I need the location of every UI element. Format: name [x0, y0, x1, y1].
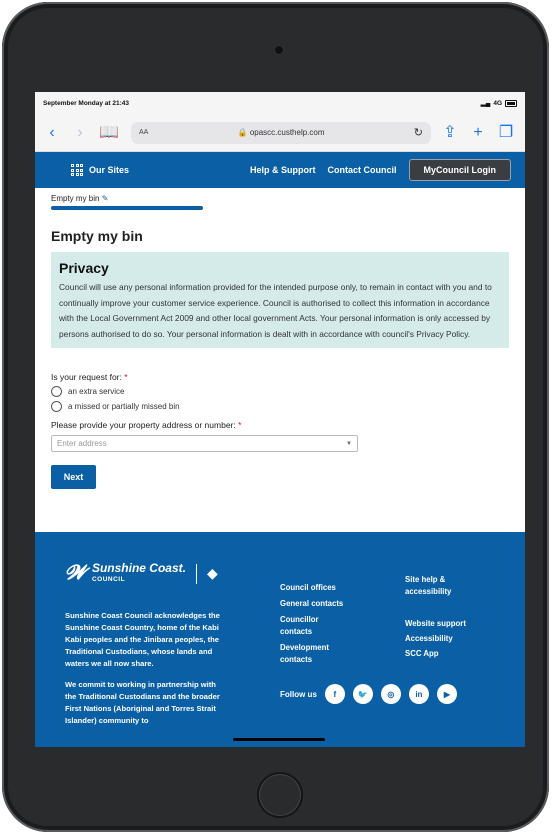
breadcrumb-underline — [51, 206, 203, 210]
screen — [35, 92, 525, 747]
privacy-body: Council will use any personal information provided for the intended purpose only, to remain in contact with you and to continually improve your customer service experience. Council is authorised to collect this information in accordance with the Local Government Act 2009 and other local government Acts. Your personal information is only accessed by persons authorised to do so. Your personal information is dealt with in accordance with council's Privacy Policy. — [59, 282, 492, 339]
radio-button[interactable] — [51, 401, 62, 412]
link-council-offices[interactable]: Council offices — [280, 583, 336, 592]
home-button[interactable] — [257, 772, 303, 818]
site-help-heading[interactable]: Site help & accessibility — [405, 575, 452, 596]
council-logo[interactable]: 𝓦 Sunshine Coast. COUNCIL ◆ — [65, 560, 218, 584]
lock-icon: 🔒 — [237, 128, 248, 137]
url-text: opascc.custhelp.com — [249, 128, 325, 137]
network-label: 4G — [493, 99, 502, 107]
youtube-icon[interactable]: ▶ — [437, 684, 457, 704]
privacy-heading: Privacy — [59, 260, 109, 276]
address-select[interactable]: Enter address ▼ — [51, 435, 358, 452]
home-indicator — [233, 738, 325, 741]
sunshine-swirl-icon: 𝓦 — [65, 562, 86, 584]
facebook-icon[interactable]: f — [325, 684, 345, 704]
camera-icon — [275, 46, 283, 54]
page-title: Empty my bin — [51, 228, 143, 244]
address-bar[interactable] — [131, 122, 431, 144]
social-links — [280, 684, 457, 704]
site-header — [35, 152, 525, 188]
follow-us-label: Follow us — [280, 689, 317, 699]
breadcrumb[interactable]: Empty my bin ✎ — [51, 194, 109, 203]
required-mark: * — [238, 420, 242, 431]
our-sites-button[interactable]: Our Sites — [71, 164, 129, 176]
signal-icon: ▂▄ — [480, 100, 491, 107]
radio-extra-service[interactable]: an extra service — [51, 386, 509, 397]
link-councillor-contacts[interactable]: Councillor contacts — [280, 615, 319, 636]
grid-icon — [71, 164, 83, 176]
instagram-icon[interactable]: ◎ — [381, 684, 401, 704]
request-type-label: Is your request for: * — [51, 372, 128, 383]
pencil-icon: ✎ — [101, 194, 109, 203]
radio-missed-bin[interactable]: a missed or partially missed bin — [51, 401, 509, 412]
mycouncil-login-button[interactable]: MyCouncil Login — [409, 159, 512, 181]
australia-map-icon: ◆ — [206, 565, 218, 581]
next-button[interactable]: Next — [51, 465, 96, 489]
status-time: September Monday at 21:43 — [43, 99, 129, 107]
footer-links-help — [405, 574, 467, 660]
reload-icon[interactable]: ↻ — [413, 127, 423, 139]
chevron-down-icon: ▼ — [346, 440, 352, 447]
privacy-notice — [51, 252, 509, 348]
battery-icon — [505, 100, 517, 107]
tablet-frame — [2, 2, 549, 832]
linkedin-icon[interactable]: in — [409, 684, 429, 704]
browser-toolbar — [35, 114, 525, 152]
new-tab-icon[interactable]: + — [473, 123, 483, 141]
help-support-link[interactable]: Help & Support — [250, 165, 316, 175]
back-icon[interactable]: ‹ — [49, 123, 55, 141]
twitter-icon[interactable]: 🐦 — [353, 684, 373, 704]
reader-aa-button[interactable]: AA — [139, 129, 149, 136]
site-footer — [35, 532, 525, 747]
status-bar — [35, 92, 525, 114]
link-accessibility[interactable]: Accessibility — [405, 634, 453, 643]
tabs-icon[interactable]: ❐ — [498, 123, 514, 141]
bookmarks-icon[interactable]: 📖 — [99, 123, 119, 141]
share-icon[interactable]: ⇪ — [443, 123, 457, 141]
contact-council-link[interactable]: Contact Council — [327, 165, 397, 175]
link-scc-app[interactable]: SCC App — [405, 649, 439, 658]
main-content — [35, 188, 525, 489]
radio-button[interactable] — [51, 386, 62, 397]
footer-links-contacts — [280, 582, 350, 670]
link-development-contacts[interactable]: Development contacts — [280, 643, 329, 664]
address-label: Please provide your property address or number: * — [51, 420, 242, 431]
forward-icon[interactable]: › — [77, 123, 83, 141]
link-website-support[interactable]: Website support — [405, 619, 466, 628]
required-mark: * — [124, 372, 128, 383]
acknowledgement: Sunshine Coast Council acknowledges the Sunshine Coast Country, home of the Kabi Kabi peoples and the Jinibara peoples, the Traditional Custodians, whose lands and waters we all now share. We commit to working in partnership with the Traditional Custodians and the broader First Nations (Aboriginal and Torres Strait Islander) community to — [65, 611, 220, 725]
link-general-contacts[interactable]: General contacts — [280, 599, 344, 608]
